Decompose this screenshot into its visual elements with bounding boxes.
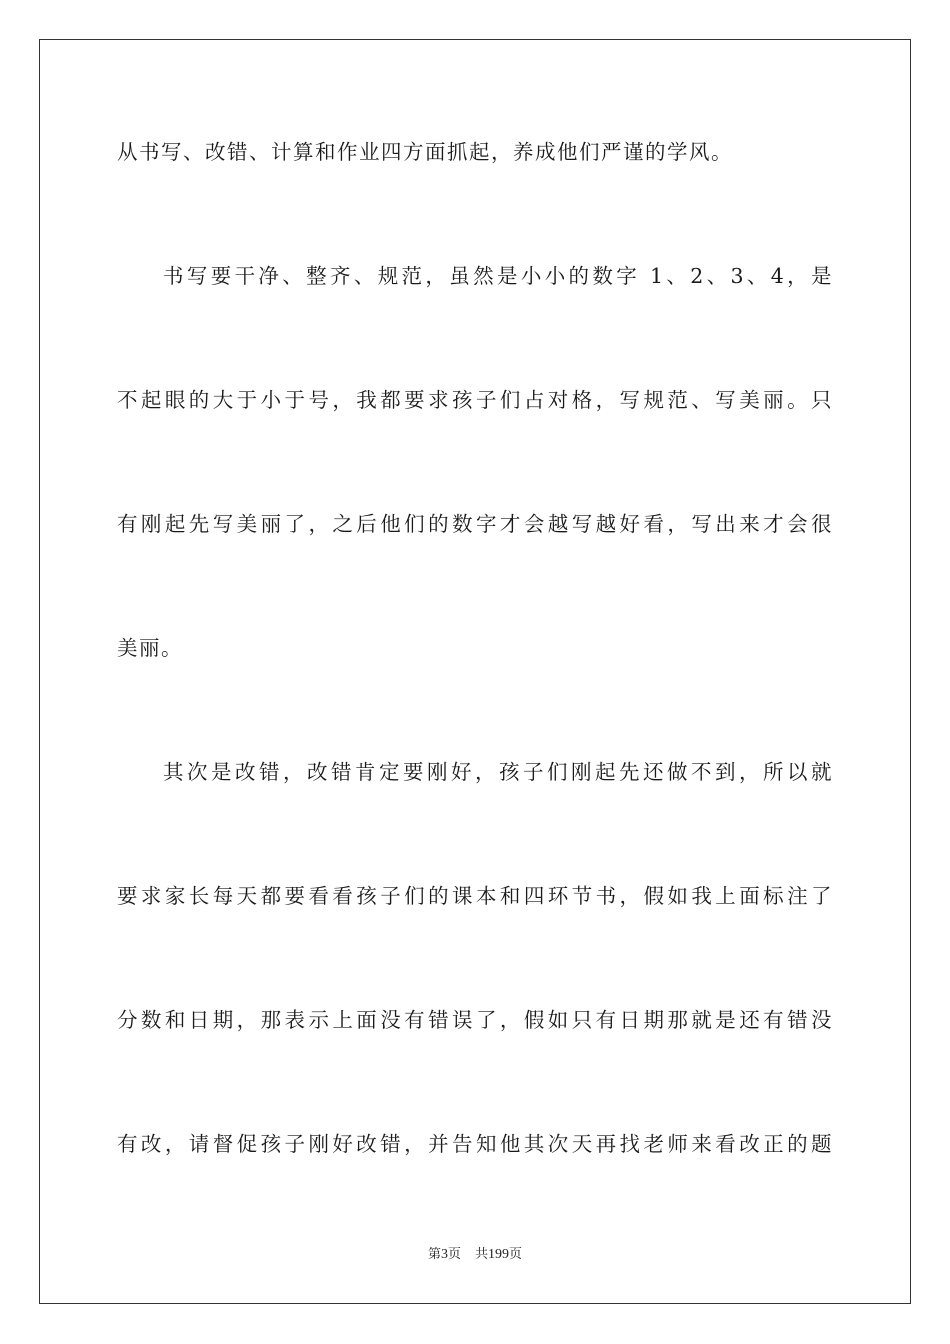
text-line-4: 有刚起先写美丽了，之后他们的数字才会越写越好看，写出来才会很 — [117, 512, 833, 536]
text-line-3: 不起眼的大于小于号，我都要求孩子们占对格，写规范、写美丽。只 — [117, 388, 833, 412]
page-suffix: 页 — [447, 1247, 461, 1262]
text-line-5: 美丽。 — [117, 636, 183, 660]
text-line-9: 有改，请督促孩子刚好改错，并告知他其次天再找老师来看改正的题 — [117, 1132, 833, 1156]
total-pages: 199 — [488, 1247, 510, 1262]
text-line-1: 从书写、改错、计算和作业四方面抓起，养成他们严谨的学风。 — [117, 140, 733, 164]
text-line-2: 书写要干净、整齐、规范，虽然是小小的数字 1、2、3、4，是 — [163, 264, 833, 288]
text-line-6: 其次是改错，改错肯定要刚好，孩子们刚起先还做不到，所以就 — [163, 760, 833, 784]
page-number: 3 — [440, 1247, 448, 1262]
text-line-7: 要求家长每天都要看看孩子们的课本和四环节书，假如我上面标注了 — [117, 884, 833, 908]
text-line-8: 分数和日期，那表示上面没有错误了，假如只有日期那就是还有错没 — [117, 1008, 833, 1032]
total-suffix: 页 — [509, 1247, 523, 1262]
page-prefix: 第 — [427, 1247, 441, 1262]
total-prefix: 共 — [475, 1247, 489, 1262]
page-footer — [0, 1246, 950, 1264]
page-border — [39, 39, 911, 1304]
